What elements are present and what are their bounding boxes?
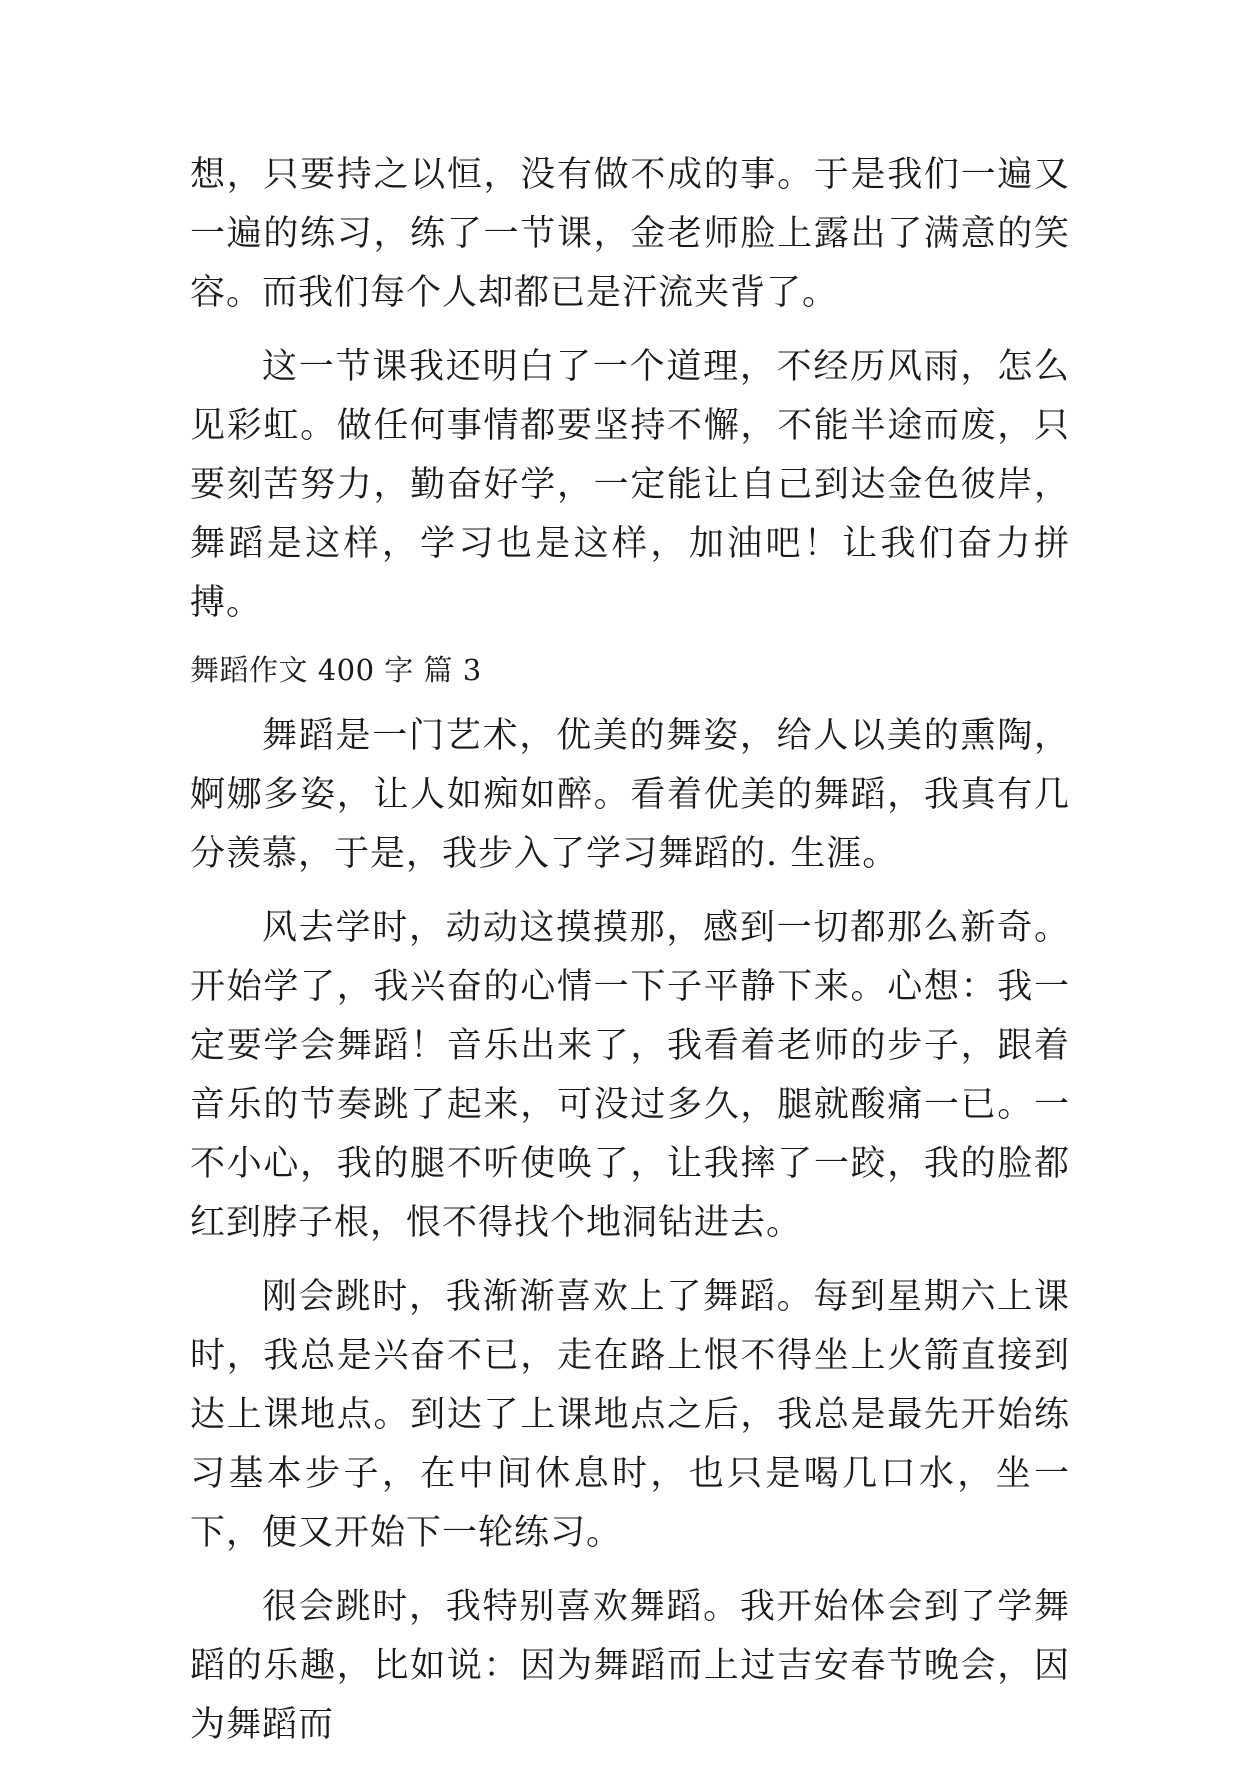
section-heading: 舞蹈作文 400 字 篇 3 [190, 653, 482, 687]
paragraph: 这一节课我还明白了一个道理，不经历风雨，怎么见彩虹。做任何事情都要坚持不懈，不能半途而废，只要刻苦努力，勤奋好学，一定能让自己到达金色彼岸，舞蹈是这样，学习也是这样，加油吧！让我们奋力拼搏。 [190, 347, 1070, 623]
paragraph: 很会跳时，我特别喜欢舞蹈。我开始体会到了学舞蹈的乐趣，比如说：因为舞蹈而上过吉安春节晚会，因为舞蹈而 [190, 1587, 1070, 1745]
paragraph-continued: 想，只要持之以恒，没有做不成的事。于是我们一遍又一遍的练习，练了一节课，金老师脸上露出了满意的笑容。而我们每个人却都已是汗流夹背了。 [190, 155, 1070, 313]
paragraph: 刚会跳时，我渐渐喜欢上了舞蹈。每到星期六上课时，我总是兴奋不已，走在路上恨不得坐上火箭直接到达上课地点。到达了上课地点之后，我总是最先开始练习基本步子，在中间休息时，也只是喝几口水，坐一下，便又开始下一轮练习。 [190, 1277, 1070, 1553]
paragraph: 舞蹈是一门艺术，优美的舞姿，给人以美的熏陶，婀娜多姿，让人如痴如醉。看着优美的舞蹈，我真有几分羡慕，于是，我步入了学习舞蹈的. 生涯。 [190, 716, 1070, 874]
document-page [190, 146, 1070, 1770]
paragraph: 风去学时，动动这摸摸那，感到一切都那么新奇。开始学了，我兴奋的心情一下子平静下来。心想：我一定要学会舞蹈！音乐出来了，我看着老师的步子，跟着音乐的节奏跳了起来，可没过多久，腿就酸痛一已。一不小心，我的腿不听使唤了，让我摔了一跤，我的脸都红到脖子根，恨不得找个地洞钻进去。 [190, 908, 1070, 1243]
